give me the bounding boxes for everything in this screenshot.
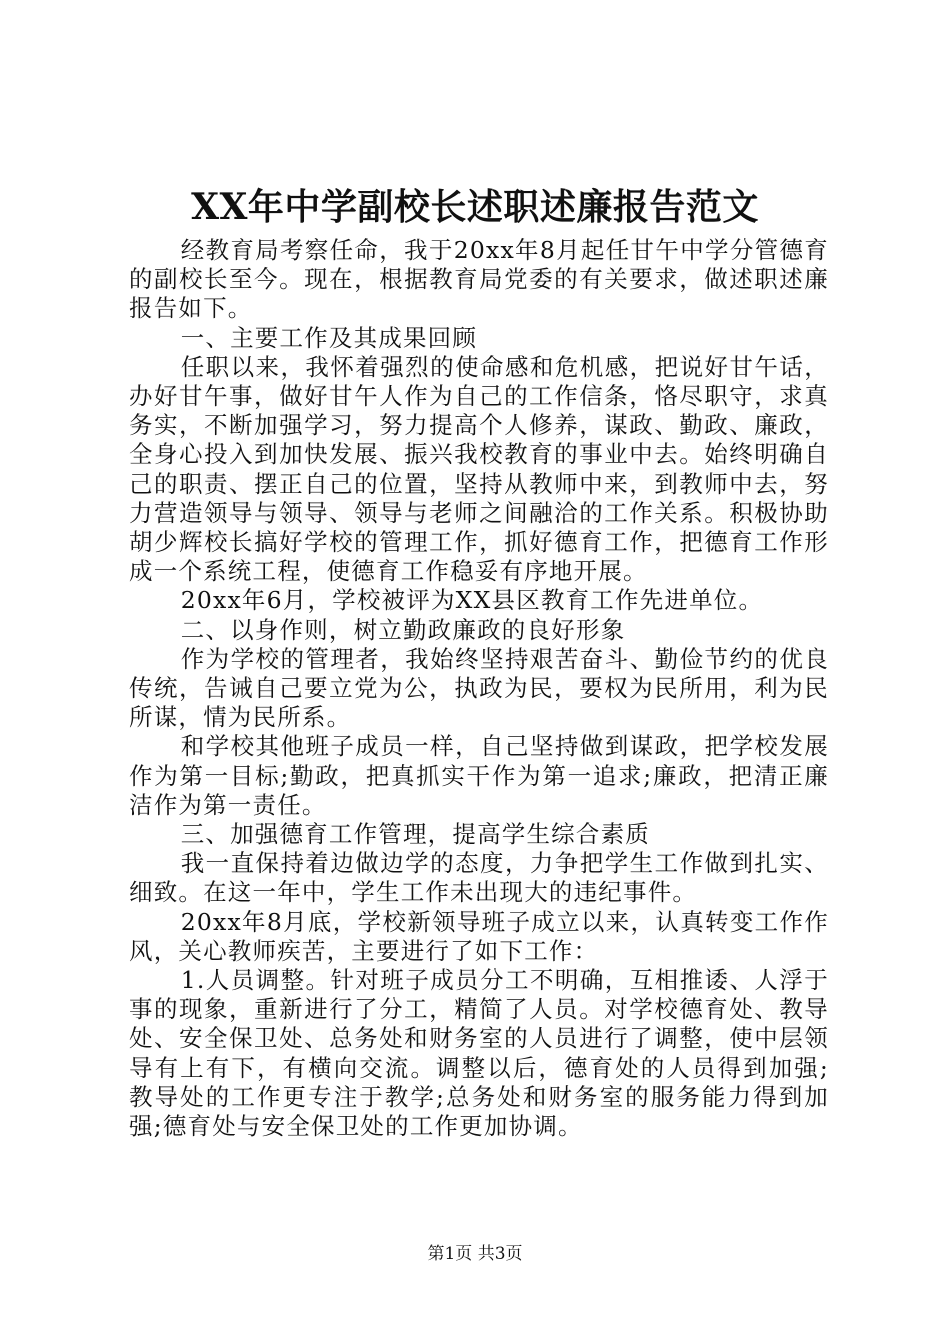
paragraph-staff-adjustment: 1.人员调整。针对班子成员分工不明确，互相推诿、人浮于事的现象，重新进行了分工，精简了人员。对学校德育处、教导处、安全保卫处、总务处和财务室的人员进行了调整，使中层领导有上有下，有横向交流。调整以后，德育处的人员得到加强;教导处的工作更专注于教学;总务处和财务室的服务能力得到加强;德育处与安全保卫处的工作更加协调。 [129, 966, 829, 1141]
paragraph-new-leadership: 20xx年8月底，学校新领导班子成立以来，认真转变工作作风，关心教师疾苦，主要进行了如下工作： [129, 907, 829, 965]
document-body [129, 236, 829, 1141]
section-heading-2: 二、以身作则，树立勤政廉政的良好形象 [180, 615, 626, 644]
paragraph-intro: 经教育局考察任命，我于20xx年8月起任甘午中学分管德育的副校长至今。现在，根据教育局党委的有关要求，做述职述廉报告如下。 [129, 236, 829, 323]
paragraph-attitude: 我一直保持着边做边学的态度，力争把学生工作做到扎实、细致。在这一年中，学生工作未出现大的违纪事件。 [129, 849, 829, 907]
page-footer: 第1页 共3页 [427, 1244, 523, 1264]
paragraph-award: 20xx年6月，学校被评为XX县区教育工作先进单位。 [180, 586, 764, 615]
paragraph-team: 和学校其他班子成员一样，自己坚持做到谋政，把学校发展作为第一目标;勤政，把真抓实干作为第一追求;廉政，把清正廉洁作为第一责任。 [129, 732, 829, 819]
section-heading-3: 三、加强德育工作管理，提高学生综合素质 [180, 820, 650, 849]
section-heading-1: 一、主要工作及其成果回顾 [180, 323, 478, 352]
paragraph-manager: 作为学校的管理者，我始终坚持艰苦奋斗、勤俭节约的优良传统，告诫自己要立党为公，执政为民，要权为民所用，利为民所谋，情为民所系。 [129, 644, 829, 732]
document-title: XX年中学副校长述职述廉报告范文 [191, 186, 759, 228]
paragraph-work-review: 任职以来，我怀着强烈的使命感和危机感，把说好甘午话，办好甘午事，做好甘午人作为自己的工作信条，恪尽职守，求真务实，不断加强学习，努力提高个人修养，谋政、勤政、廉政，全身心投入到加快发展、振兴我校教育的事业中去。始终明确自己的职责、摆正自己的位置，坚持从教师中来，到教师中去，努力营造领导与领导、领导与老师之间融洽的工作关系。积极协助胡少辉校长搞好学校的管理工作，抓好德育工作，把德育工作形成一个系统工程，使德育工作稳妥有序地开展。 [129, 352, 829, 586]
